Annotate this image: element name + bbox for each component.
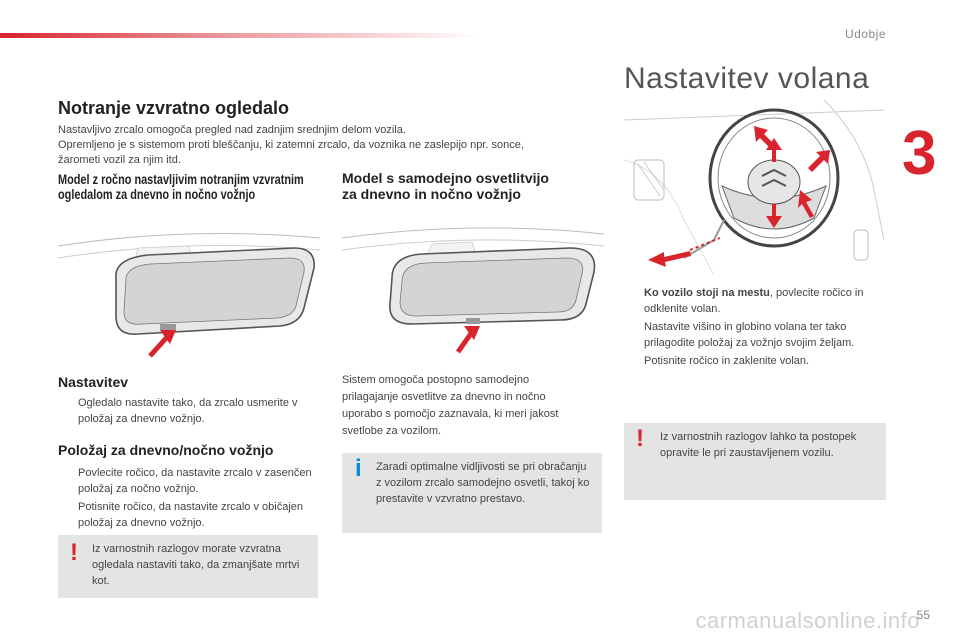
warning-icon: !: [70, 539, 78, 566]
bullet-bold-text: Ko vozilo stoji na mestu: [644, 287, 770, 299]
intro-line: Nastavljivo zrcalo omogoča pregled nad zadnjim srednjim delom vozila.: [58, 124, 406, 136]
adjustment-list: [58, 395, 320, 429]
intro-line: Opremljeno je s sistemom proti bleščanju, ki zatemni zrcalo, da voznika ne zaslepijo npr. sonce,: [58, 139, 524, 151]
manual-mirror-illustration: [58, 208, 320, 360]
description-line: svetlobe za vozilom.: [342, 425, 442, 437]
intro-line: žarometi vozil za njim itd.: [58, 154, 181, 166]
auto-mirror-illustration: [342, 208, 604, 360]
manual-mirror-subtitle: [58, 172, 339, 202]
subtitle-line: Model z ročno nastavljivim notranjim vzvratnim: [58, 171, 304, 187]
chapter-number: 3: [902, 119, 937, 188]
info-icon: i: [355, 455, 362, 482]
warning-text: Iz varnostnih razlogov morate vzvratna ogledala nastaviti tako, da zmanjšate mrtvi kot.: [92, 543, 300, 587]
mirror-icon: [58, 208, 320, 360]
info-text: Zaradi optimalne vidljivosti se pri obračanju z vozilom zrcalo samodejno osvetli, takoj ko prestavite v vzvratno prestavo.: [376, 461, 590, 505]
adjustment-heading: Nastavitev: [58, 374, 129, 390]
steering-warning-note: [624, 423, 886, 500]
warning-icon: !: [636, 425, 644, 452]
steering-wheel-icon: [624, 100, 884, 275]
list-item: [624, 285, 886, 317]
steering-illustration: [624, 100, 884, 275]
reverse-gear-info-note: [342, 453, 602, 533]
bullet-text: Ogledalo nastavite tako, da zrcalo usmerite v položaj za dnevno vožnjo.: [78, 397, 298, 425]
subtitle-line: za dnevno in nočno vožnjo: [342, 186, 521, 202]
bullet-text: Potisnite ročico in zaklenite volan.: [644, 355, 810, 367]
section-title: Udobje: [844, 27, 886, 41]
list-item: [58, 499, 320, 531]
bullet-text: , povlecite ročico in odklenite volan.: [644, 287, 864, 315]
day-night-list: [58, 465, 320, 533]
auto-mirror-subtitle: [342, 170, 549, 202]
description-line: prilagajanje osvetlitve za dnevno in nočno: [342, 391, 546, 403]
bullet-text: Potisnite ročico, da nastavite zrcalo v običajen položaj za dnevno vožnjo.: [78, 501, 304, 529]
day-night-heading: Položaj za dnevno/nočno vožnjo: [58, 442, 274, 458]
subtitle-line: Model s samodejno osvetlitvijo: [342, 170, 549, 186]
mirror-warning-note: [58, 535, 318, 598]
description-line: uporabo s pomočjo zaznavala, ki meri jakost: [342, 408, 559, 420]
bullet-text: Nastavite višino in globino volana ter tako prilagodite položaj za vožnjo svojim željam.: [644, 321, 855, 349]
list-item: [624, 319, 886, 351]
page-number: 55: [916, 608, 930, 622]
list-item: [624, 353, 886, 369]
steering-instructions: [624, 285, 886, 371]
auto-mirror-description: [342, 372, 602, 440]
list-item: [58, 465, 320, 497]
mirror-icon: [342, 208, 604, 360]
list-item: [58, 395, 320, 427]
watermark: carmanualsonline.info: [695, 608, 920, 633]
mirror-section-title: Notranje vzvratno ogledalo: [58, 98, 290, 118]
subtitle-line: ogledalom za dnevno in nočno vožnjo: [58, 186, 256, 202]
description-line: Sistem omogoča postopno samodejno: [342, 374, 530, 386]
mirror-intro: [58, 123, 598, 168]
header-color-bar: [0, 33, 480, 38]
bullet-text: Povlecite ročico, da nastavite zrcalo v zasenčen položaj za nočno vožnjo.: [78, 467, 312, 495]
warning-text: Iz varnostnih razlogov lahko ta postopek opravite le pri zaustavljenem vozilu.: [660, 431, 857, 459]
steering-section-title: Nastavitev volana: [624, 62, 870, 95]
